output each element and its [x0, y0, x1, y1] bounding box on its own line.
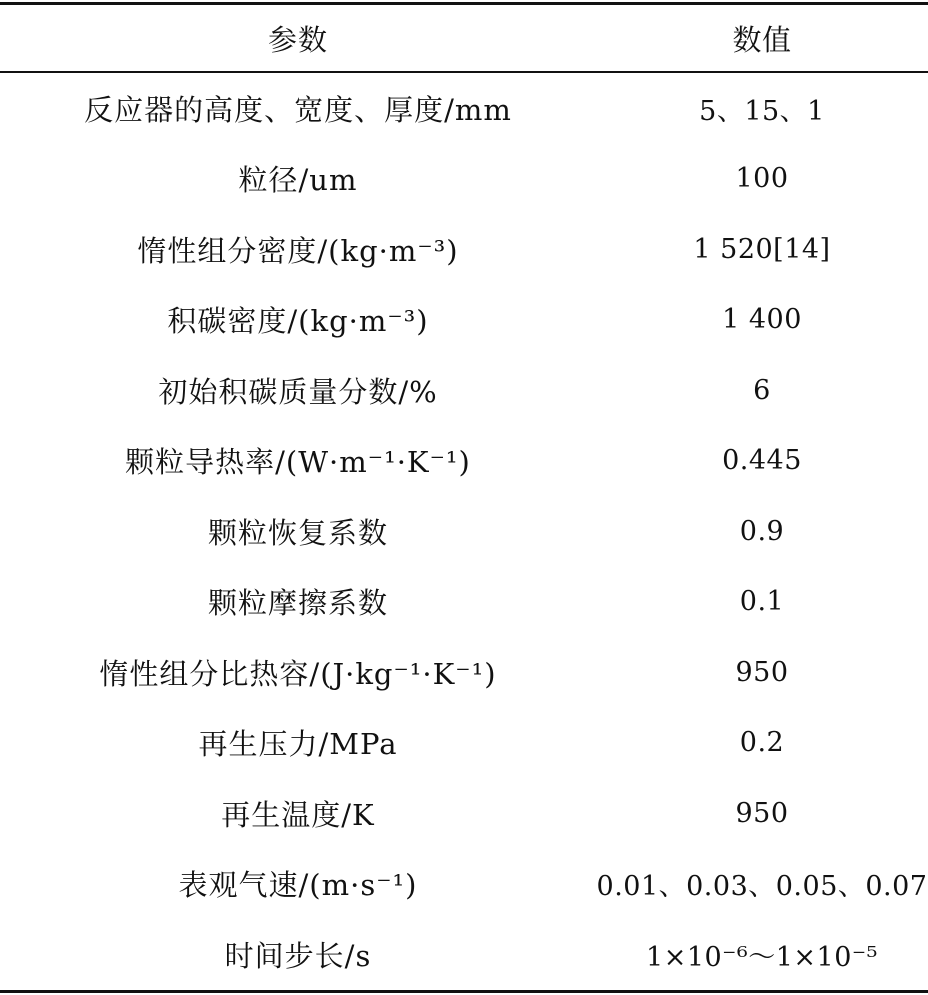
value-cell: 0.01、0.03、0.05、0.07: [596, 871, 928, 903]
value-cell: 0.9: [739, 515, 785, 547]
table-row: [0, 496, 928, 567]
table-bottom-rule: [0, 990, 928, 993]
table-row: [0, 849, 928, 920]
value-cell: 6: [753, 374, 771, 406]
header-value: 数值: [732, 22, 792, 57]
table-header-row: [0, 5, 928, 71]
table-row: [0, 214, 928, 285]
parameter-cell: 积碳密度/(kg·m⁻³): [167, 304, 429, 339]
table-row: [0, 144, 928, 215]
parameter-cell: 初始积碳质量分数/%: [158, 374, 438, 409]
value-cell: 950: [735, 797, 789, 829]
value-cell: 0.2: [739, 727, 785, 759]
table-row: [0, 778, 928, 849]
table-row: [0, 355, 928, 426]
table-row: [0, 708, 928, 779]
value-cell: 5、15、1: [699, 95, 825, 127]
table-body: [0, 73, 928, 990]
parameter-cell: 再生温度/K: [221, 797, 375, 832]
value-cell: 0.445: [722, 445, 802, 477]
value-cell: 1×10⁻⁶～1×10⁻⁵: [646, 941, 878, 973]
table-header-rule: [0, 71, 928, 73]
parameter-cell: 时间步长/s: [224, 938, 372, 973]
table-row: [0, 285, 928, 356]
value-cell: 1 400: [722, 304, 802, 336]
table-row: [0, 637, 928, 708]
value-cell: 100: [735, 163, 789, 195]
value-cell: 1 520[14]: [693, 233, 831, 265]
parameter-cell: 再生压力/MPa: [198, 727, 398, 762]
parameter-cell: 惰性组分密度/(kg·m⁻³): [137, 233, 459, 268]
parameter-cell: 表观气速/(m·s⁻¹): [178, 868, 418, 903]
parameter-cell: 惰性组分比热容/(J·kg⁻¹·K⁻¹): [99, 656, 497, 691]
parameter-cell: 颗粒摩擦系数: [207, 586, 388, 621]
table-row: [0, 919, 928, 990]
parameter-cell: 粒径/um: [238, 163, 358, 198]
table-row: [0, 567, 928, 638]
value-cell: 0.1: [739, 586, 785, 618]
parameter-cell: 反应器的高度、宽度、厚度/mm: [84, 92, 512, 127]
table-row: [0, 73, 928, 144]
value-cell: 950: [735, 656, 789, 688]
header-parameter: 参数: [267, 22, 328, 57]
parameter-cell: 颗粒导热率/(W·m⁻¹·K⁻¹): [125, 445, 471, 480]
table-row: [0, 426, 928, 497]
parameter-cell: 颗粒恢复系数: [207, 515, 388, 550]
